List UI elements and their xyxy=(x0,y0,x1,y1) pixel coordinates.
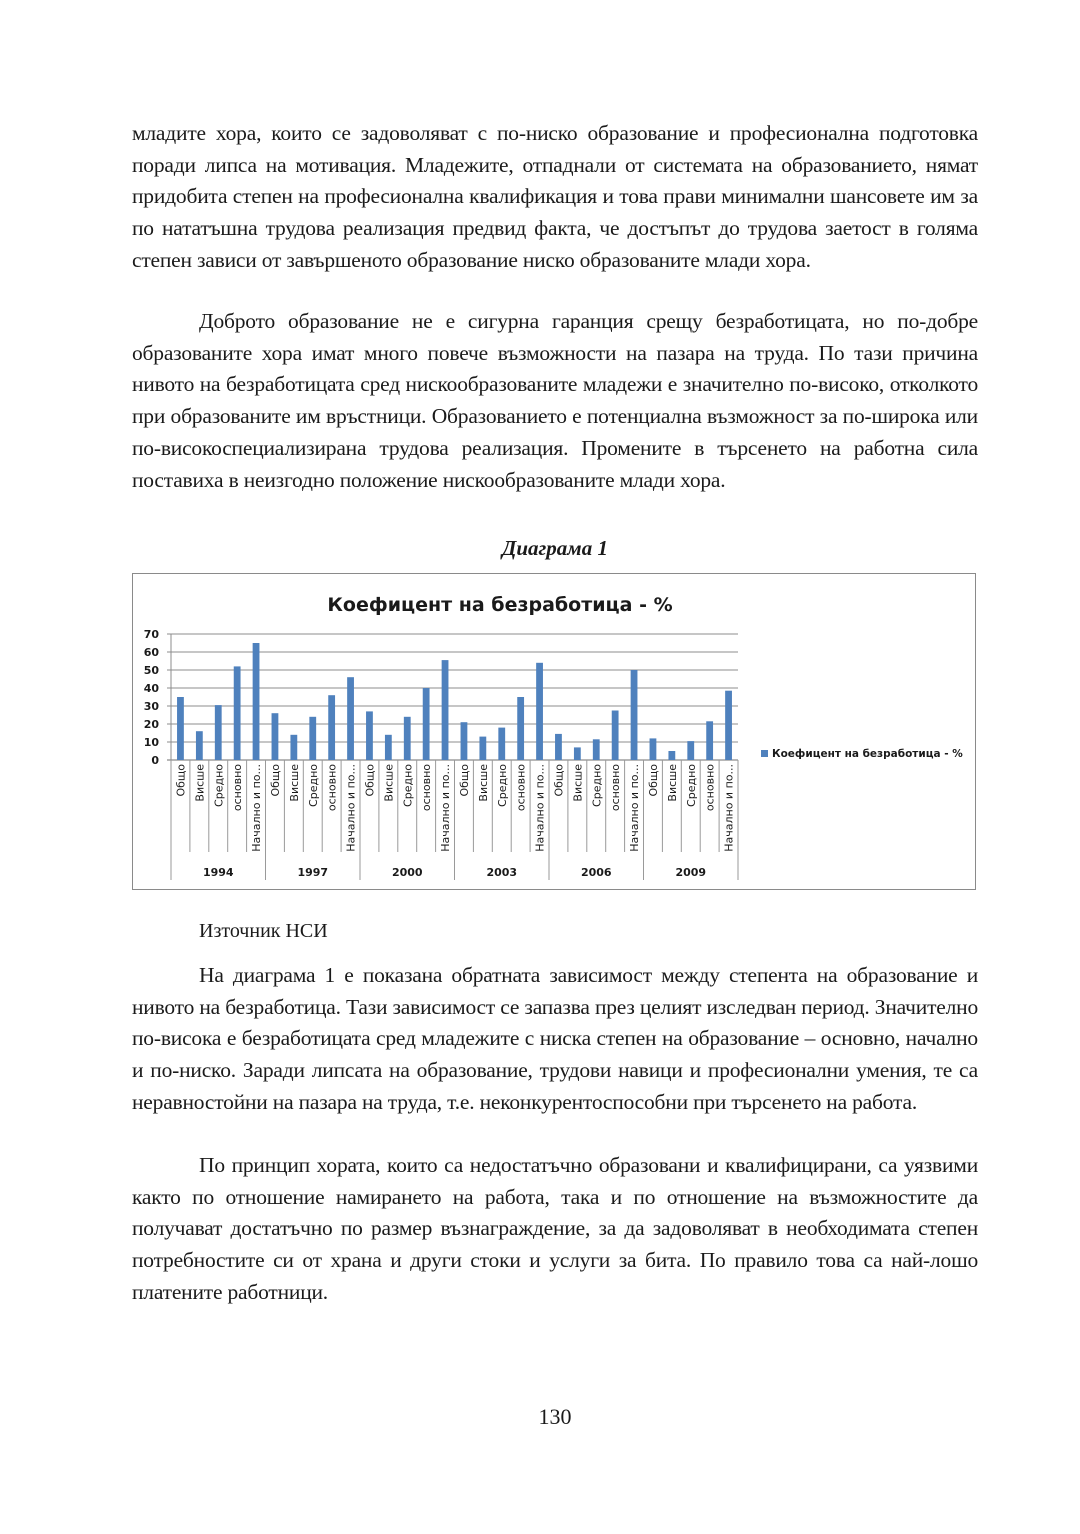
x-group-label: 2006 xyxy=(580,866,612,879)
y-tick-label: 50 xyxy=(143,664,159,677)
bar xyxy=(536,663,543,760)
bar xyxy=(461,722,468,760)
bar xyxy=(215,705,222,760)
x-category-label: Общо xyxy=(646,764,660,797)
legend-label: Коефицент на безработица - % xyxy=(772,748,963,760)
y-tick-label: 60 xyxy=(143,646,159,659)
bar xyxy=(309,717,316,760)
x-category-label: Висше xyxy=(382,764,396,802)
bar xyxy=(385,735,392,760)
bar xyxy=(687,741,694,760)
legend-swatch xyxy=(761,750,768,757)
paragraph-4: По принцип хората, които са недостатъчно образовани и квалифицирани, са уязвими както по отношение намирането на работа, така и по отношение на възможностите да получават достатъчно по размер възнаграждение, за да задоволяват в необходимата степен потребностите си от храна и други стоки и услуги за бита. По правило това са най-лошо платените работници. xyxy=(132,1153,978,1304)
x-category-label: основно xyxy=(609,764,623,812)
x-category-label: Висше xyxy=(476,764,490,802)
page-number: 130 xyxy=(538,1404,572,1429)
x-category-label: Средно xyxy=(401,764,415,807)
x-group-label: 2009 xyxy=(675,866,707,879)
bar xyxy=(725,691,732,760)
bar xyxy=(404,717,411,760)
x-group-label: 1994 xyxy=(202,866,234,879)
x-category-label: Висше xyxy=(287,764,301,802)
bar xyxy=(442,660,449,760)
x-category-label: Средно xyxy=(495,764,509,807)
bar xyxy=(234,666,241,760)
x-group-label: 2003 xyxy=(486,866,518,879)
x-group-label: 2000 xyxy=(391,866,423,879)
x-category-label: Висше xyxy=(665,764,679,802)
chart-frame xyxy=(132,573,976,890)
bar xyxy=(668,751,675,760)
bar xyxy=(253,643,260,760)
bar xyxy=(366,711,373,760)
x-category-label: основно xyxy=(325,764,339,812)
x-category-label: основно xyxy=(420,764,434,812)
x-axis xyxy=(171,760,738,880)
source-note: Източник НСИ xyxy=(199,920,328,942)
x-category-label: Средно xyxy=(212,764,226,807)
bar xyxy=(555,734,562,760)
chart-title: Коефицент на безработица - % xyxy=(327,594,673,616)
bar xyxy=(272,713,279,760)
x-category-label: Средно xyxy=(590,764,604,807)
x-category-label: основно xyxy=(231,764,245,812)
bar xyxy=(290,735,297,760)
x-category-label: Начално и по... xyxy=(250,764,264,852)
x-category-label: основно xyxy=(514,764,528,812)
bar xyxy=(517,697,524,760)
bar xyxy=(593,739,600,760)
paragraph-3: На диаграма 1 е показана обратната зависимост между степента на образование и нивото на безработица. Тази зависимост се запазва през целият изследван период. Значително по-висока е безработицата сред младежите с ниска степен на образование – основно, начално и по-ниско. Заради липсата на образование, трудови навици и професионални умения, те са неравностойни на пазара на труда, т.е. неконкурентоспособни при търсенето на работа. xyxy=(132,963,978,1114)
y-tick-label: 30 xyxy=(143,700,159,713)
bar xyxy=(347,677,354,760)
y-tick-label: 10 xyxy=(143,736,159,749)
y-tick-label: 40 xyxy=(143,682,159,695)
bar xyxy=(574,747,581,760)
bar xyxy=(498,728,505,760)
unemployment-chart xyxy=(133,574,974,888)
bar xyxy=(612,711,619,761)
x-category-label: Общо xyxy=(363,764,377,797)
x-category-label: Начално и по... xyxy=(628,764,642,852)
x-category-label: Висше xyxy=(193,764,207,802)
chart-legend xyxy=(761,748,963,760)
x-category-label: Средно xyxy=(306,764,320,807)
x-category-label: Общо xyxy=(174,764,188,797)
bar xyxy=(177,697,184,760)
x-category-label: Начално и по... xyxy=(722,764,736,852)
x-category-label: Общо xyxy=(457,764,471,797)
x-category-label: Висше xyxy=(571,764,585,802)
paragraph-2: Доброто образование не е сигурна гаранция срещу безработицата, но по-добре образованите хора имат много повече възможности на пазара на труда. По тази причина нивото на безработицата сред нискообразованите младежи е значително по-високо, отколкото при образованите им връстници. Образованието е потенциална възможност за по-широка или по-високоспециализирана трудова реализация. Промените в търсенето на работна сила поставиха в неизгодно положение нискообразованите млади хора. xyxy=(132,309,978,492)
x-category-label: Средно xyxy=(684,764,698,807)
x-category-label: Начално и по... xyxy=(533,764,547,852)
bar xyxy=(650,738,657,760)
y-tick-label: 0 xyxy=(151,754,159,767)
y-tick-label: 70 xyxy=(143,628,159,641)
bar xyxy=(328,695,335,760)
figure-caption: Диаграма 1 xyxy=(502,536,608,560)
x-group-label: 1997 xyxy=(297,866,329,879)
paragraph-1: младите хора, които се задоволяват с по-ниско образование и професионална подготовка поради липса на мотивация. Младежите, отпаднали от системата на образованието, нямат придобита степен на професионална квалификация и това прави минимални шансовете им за по нататъшна трудова реализация предвид факта, че достъпът до трудова заетост в голяма степен зависи от завършеното образование ниско образованите млади хора. xyxy=(132,121,978,272)
x-category-label: Общо xyxy=(552,764,566,797)
y-axis-ticks xyxy=(144,628,160,767)
x-category-label: основно xyxy=(703,764,717,812)
bar xyxy=(706,721,713,760)
bar xyxy=(479,737,486,760)
bar xyxy=(631,670,638,760)
y-tick-label: 20 xyxy=(143,718,159,731)
bar xyxy=(423,688,430,760)
bar xyxy=(196,731,203,760)
x-category-label: Общо xyxy=(268,764,282,797)
x-category-label: Начално и по... xyxy=(439,764,453,852)
x-category-label: Начално и по... xyxy=(344,764,358,852)
